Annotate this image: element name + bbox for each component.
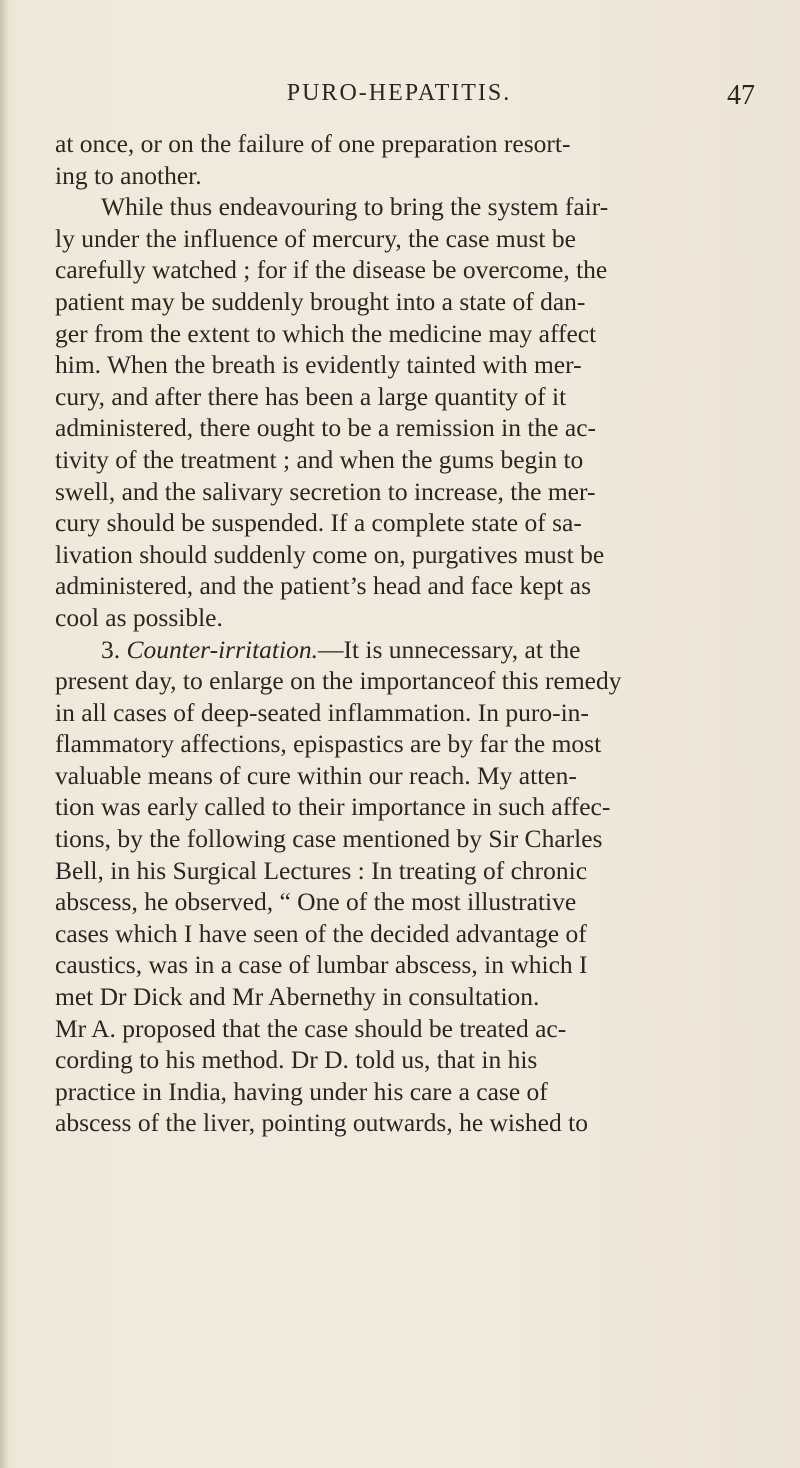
text-line: flammatory affections, epispastics are by far the most bbox=[55, 729, 602, 759]
text-line: valuable means of cure within our reach. My atten- bbox=[55, 760, 577, 790]
text-line: swell, and the salivary secretion to increase, the mer- bbox=[55, 476, 596, 506]
text-line: cury, and after there has been a large quantity of it bbox=[55, 381, 567, 411]
text-line: cool as possible. bbox=[55, 602, 223, 632]
section-number: 3. bbox=[101, 634, 127, 664]
body-text bbox=[55, 128, 770, 1139]
text-line: present day, to enlarge on the importanceof this remedy bbox=[55, 666, 622, 696]
section-heading-line bbox=[55, 634, 770, 666]
text-line: cury should be suspended. If a complete state of sa- bbox=[55, 508, 582, 538]
text-line: Mr A. proposed that the case should be treated ac- bbox=[55, 1013, 567, 1043]
page-number: 47 bbox=[727, 80, 755, 111]
text-line: tivity of the treatment ; and when the gums begin to bbox=[55, 444, 584, 474]
text-line: cording to his method. Dr D. told us, that in his bbox=[55, 1045, 538, 1075]
text-line: carefully watched ; for if the disease be overcome, the bbox=[55, 255, 608, 285]
text-line: him. When the breath is evidently tainted with mer- bbox=[55, 350, 582, 380]
section-heading: Counter-irritation. bbox=[126, 634, 318, 664]
text-line: tions, by the following case mentioned by Sir Charles bbox=[55, 824, 603, 854]
text-line: tion was early called to their importance in such affec- bbox=[55, 792, 611, 822]
text-line: in all cases of deep-seated inflammation. In puro-in- bbox=[55, 697, 589, 727]
text-line: ger from the extent to which the medicine may affect bbox=[55, 318, 597, 348]
text-line: cases which I have seen of the decided advantage of bbox=[55, 918, 587, 948]
section-lead-text: —It is unnecessary, at the bbox=[317, 634, 581, 664]
running-title: PURO-HEPATITIS. bbox=[286, 80, 512, 106]
text-line: Bell, in his Surgical Lectures : In treating of chronic bbox=[55, 855, 588, 885]
text-line: met Dr Dick and Mr Abernethy in consultation. bbox=[55, 982, 540, 1012]
text-line: While thus endeavouring to bring the system fair- bbox=[101, 192, 609, 222]
text-line: caustics, was in a case of lumbar abscess, in which I bbox=[55, 950, 588, 980]
running-head bbox=[0, 80, 800, 120]
text-line: abscess, he observed, “ One of the most illustrative bbox=[55, 887, 577, 917]
text-line: practice in India, having under his care a case of bbox=[55, 1076, 548, 1106]
text-line: administered, and the patient’s head and face kept as bbox=[55, 571, 591, 601]
text-line: patient may be suddenly brought into a state of dan- bbox=[55, 286, 586, 316]
text-line: administered, there ought to be a remission in the ac- bbox=[55, 413, 597, 443]
page-gutter-shadow bbox=[0, 0, 8, 1468]
text-line: ly under the influence of mercury, the case must be bbox=[55, 223, 576, 253]
text-line: ing to another. bbox=[55, 160, 202, 190]
text-line: livation should suddenly come on, purgatives must be bbox=[55, 539, 605, 569]
text-line: at once, or on the failure of one preparation resort- bbox=[55, 129, 571, 158]
text-line: abscess of the liver, pointing outwards, he wished to bbox=[55, 1108, 588, 1138]
